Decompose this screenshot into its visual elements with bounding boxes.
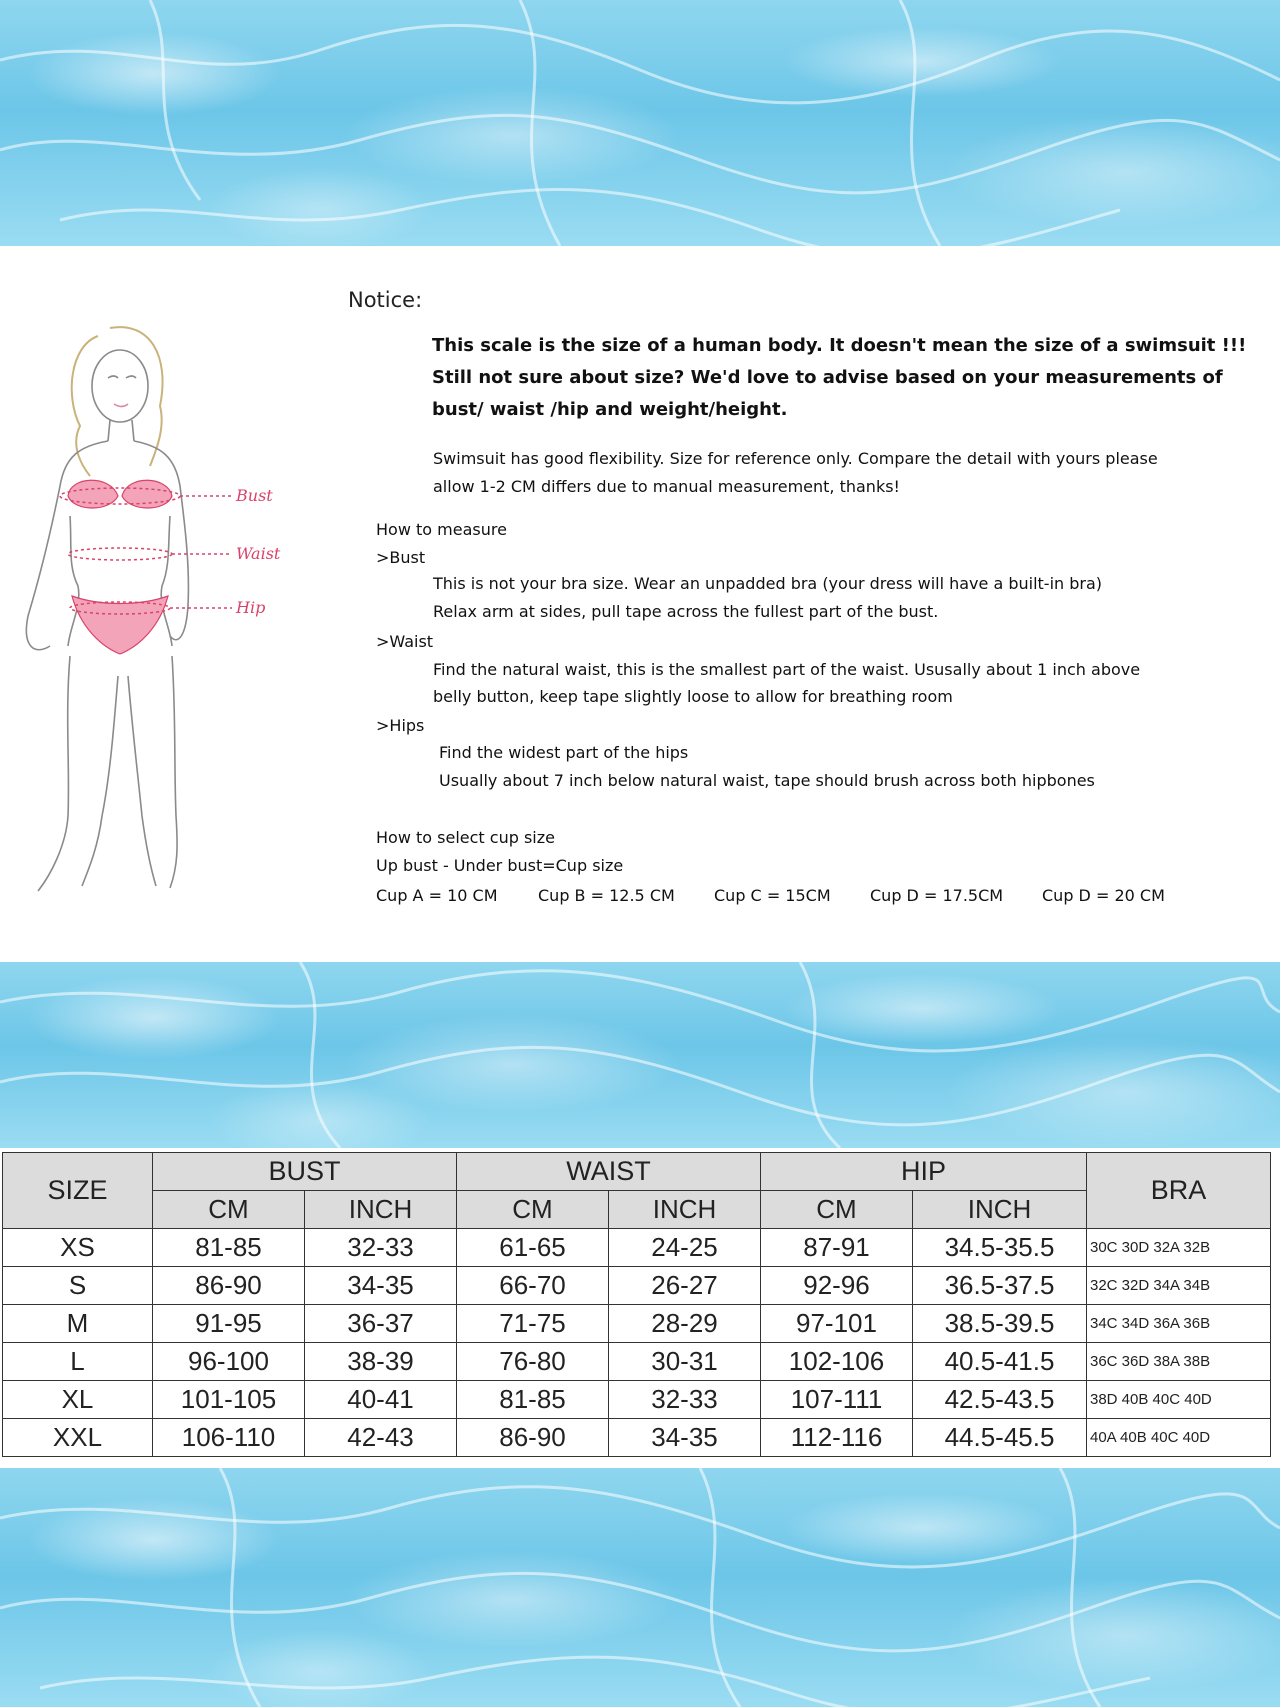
table-row bbox=[3, 1267, 1271, 1305]
bust-cm-cell: 106-110 bbox=[153, 1419, 305, 1457]
table-row bbox=[3, 1381, 1271, 1419]
bra-cell: 30C 30D 32A 32B bbox=[1087, 1229, 1271, 1267]
bust-cm-cell: 81-85 bbox=[153, 1229, 305, 1267]
notice-title: Notice: bbox=[348, 288, 423, 312]
waist-line-2: belly button, keep tape slightly loose to allow for breathing room bbox=[433, 687, 953, 706]
bra-header: BRA bbox=[1087, 1153, 1271, 1229]
waist-cm-header: CM bbox=[457, 1191, 609, 1229]
hip-inch-header: INCH bbox=[913, 1191, 1087, 1229]
size-header: SIZE bbox=[3, 1153, 153, 1229]
waist-label: Waist bbox=[236, 544, 281, 563]
size-cell: S bbox=[3, 1267, 153, 1305]
waist-cm-cell: 71-75 bbox=[457, 1305, 609, 1343]
waist-cm-cell: 66-70 bbox=[457, 1267, 609, 1305]
hip-label: Hip bbox=[236, 598, 266, 617]
hips-heading: >Hips bbox=[376, 716, 425, 735]
hip-in-cell: 34.5-35.5 bbox=[913, 1229, 1087, 1267]
waist-in-cell: 32-33 bbox=[609, 1381, 761, 1419]
bust-group-header: BUST bbox=[153, 1153, 457, 1191]
hip-cm-header: CM bbox=[761, 1191, 913, 1229]
cup-b: Cup B = 12.5 CM bbox=[538, 886, 675, 905]
size-cell: XS bbox=[3, 1229, 153, 1267]
table-row bbox=[3, 1229, 1271, 1267]
bust-in-cell: 32-33 bbox=[305, 1229, 457, 1267]
hips-line-2: Usually about 7 inch below natural waist, tape should brush across both hipbones bbox=[439, 771, 1095, 790]
notice-bold-line-1: This scale is the size of a human body. It doesn't mean the size of a swimsuit !!! bbox=[432, 335, 1247, 356]
waist-in-cell: 28-29 bbox=[609, 1305, 761, 1343]
bust-heading: >Bust bbox=[376, 548, 426, 567]
bust-line-2: Relax arm at sides, pull tape across the fullest part of the bust. bbox=[433, 602, 939, 621]
size-cell: XL bbox=[3, 1381, 153, 1419]
cup-size-formula: Up bust - Under bust=Cup size bbox=[376, 856, 624, 875]
hip-cm-cell: 87-91 bbox=[761, 1229, 913, 1267]
bust-in-cell: 34-35 bbox=[305, 1267, 457, 1305]
bra-cell: 34C 34D 36A 36B bbox=[1087, 1305, 1271, 1343]
bust-line-1: This is not your bra size. Wear an unpadded bra (your dress will have a built-in bra) bbox=[433, 574, 1103, 593]
waist-heading: >Waist bbox=[376, 632, 434, 651]
figure-illustration bbox=[10, 316, 290, 896]
hip-cm-cell: 97-101 bbox=[761, 1305, 913, 1343]
waist-inch-header: INCH bbox=[609, 1191, 761, 1229]
cup-c: Cup C = 15CM bbox=[714, 886, 831, 905]
waist-cm-cell: 76-80 bbox=[457, 1343, 609, 1381]
notice-bold-line-2: Still not sure about size? We'd love to advise based on your measurements of bbox=[432, 367, 1223, 388]
table-row bbox=[3, 1305, 1271, 1343]
bra-cell: 36C 36D 38A 38B bbox=[1087, 1343, 1271, 1381]
flex-line-2: allow 1-2 CM differs due to manual measurement, thanks! bbox=[433, 477, 900, 496]
water-banner-top bbox=[0, 0, 1280, 246]
hip-group-header: HIP bbox=[761, 1153, 1087, 1191]
waist-in-cell: 30-31 bbox=[609, 1343, 761, 1381]
waist-group-header: WAIST bbox=[457, 1153, 761, 1191]
bust-cm-cell: 91-95 bbox=[153, 1305, 305, 1343]
hips-line-1: Find the widest part of the hips bbox=[439, 743, 689, 762]
bust-inch-header: INCH bbox=[305, 1191, 457, 1229]
size-table bbox=[2, 1152, 1271, 1457]
water-banner-middle bbox=[0, 962, 1280, 1148]
water-caustics bbox=[0, 0, 1280, 246]
size-chart bbox=[0, 1148, 1280, 1468]
hip-in-cell: 38.5-39.5 bbox=[913, 1305, 1087, 1343]
size-guide-panel bbox=[0, 246, 1280, 962]
size-cell: L bbox=[3, 1343, 153, 1381]
waist-in-cell: 34-35 bbox=[609, 1419, 761, 1457]
cup-a: Cup A = 10 CM bbox=[376, 886, 498, 905]
how-to-measure-heading: How to measure bbox=[376, 520, 507, 539]
waist-cm-cell: 86-90 bbox=[457, 1419, 609, 1457]
waist-cm-cell: 81-85 bbox=[457, 1381, 609, 1419]
cup-d: Cup D = 17.5CM bbox=[870, 886, 1004, 905]
bra-cell: 32C 32D 34A 34B bbox=[1087, 1267, 1271, 1305]
water-caustics bbox=[0, 962, 1280, 1148]
hip-cm-cell: 112-116 bbox=[761, 1419, 913, 1457]
table-row bbox=[3, 1343, 1271, 1381]
hip-cm-cell: 102-106 bbox=[761, 1343, 913, 1381]
hip-cm-cell: 107-111 bbox=[761, 1381, 913, 1419]
bust-in-cell: 40-41 bbox=[305, 1381, 457, 1419]
bust-in-cell: 36-37 bbox=[305, 1305, 457, 1343]
bust-cm-cell: 86-90 bbox=[153, 1267, 305, 1305]
size-cell: M bbox=[3, 1305, 153, 1343]
waist-in-cell: 24-25 bbox=[609, 1229, 761, 1267]
waist-in-cell: 26-27 bbox=[609, 1267, 761, 1305]
waist-cm-cell: 61-65 bbox=[457, 1229, 609, 1267]
hip-in-cell: 44.5-45.5 bbox=[913, 1419, 1087, 1457]
bust-label: Bust bbox=[236, 486, 273, 505]
notice-bold-line-3: bust/ waist /hip and weight/height. bbox=[432, 399, 788, 420]
waist-line-1: Find the natural waist, this is the smallest part of the waist. Ususally about 1 inch above bbox=[433, 660, 1141, 679]
water-caustics bbox=[0, 1468, 1280, 1707]
flex-line-1: Swimsuit has good flexibility. Size for reference only. Compare the detail with yours please bbox=[433, 449, 1158, 468]
hip-in-cell: 36.5-37.5 bbox=[913, 1267, 1087, 1305]
hip-in-cell: 42.5-43.5 bbox=[913, 1381, 1087, 1419]
hip-cm-cell: 92-96 bbox=[761, 1267, 913, 1305]
hip-in-cell: 40.5-41.5 bbox=[913, 1343, 1087, 1381]
cup-size-heading: How to select cup size bbox=[376, 828, 555, 847]
bra-cell: 40A 40B 40C 40D bbox=[1087, 1419, 1271, 1457]
bust-in-cell: 38-39 bbox=[305, 1343, 457, 1381]
table-row bbox=[3, 1419, 1271, 1457]
bra-cell: 38D 40B 40C 40D bbox=[1087, 1381, 1271, 1419]
water-banner-bottom bbox=[0, 1468, 1280, 1707]
bust-in-cell: 42-43 bbox=[305, 1419, 457, 1457]
bust-cm-cell: 101-105 bbox=[153, 1381, 305, 1419]
bust-cm-cell: 96-100 bbox=[153, 1343, 305, 1381]
cup-d-2: Cup D = 20 CM bbox=[1042, 886, 1165, 905]
bust-cm-header: CM bbox=[153, 1191, 305, 1229]
size-cell: XXL bbox=[3, 1419, 153, 1457]
